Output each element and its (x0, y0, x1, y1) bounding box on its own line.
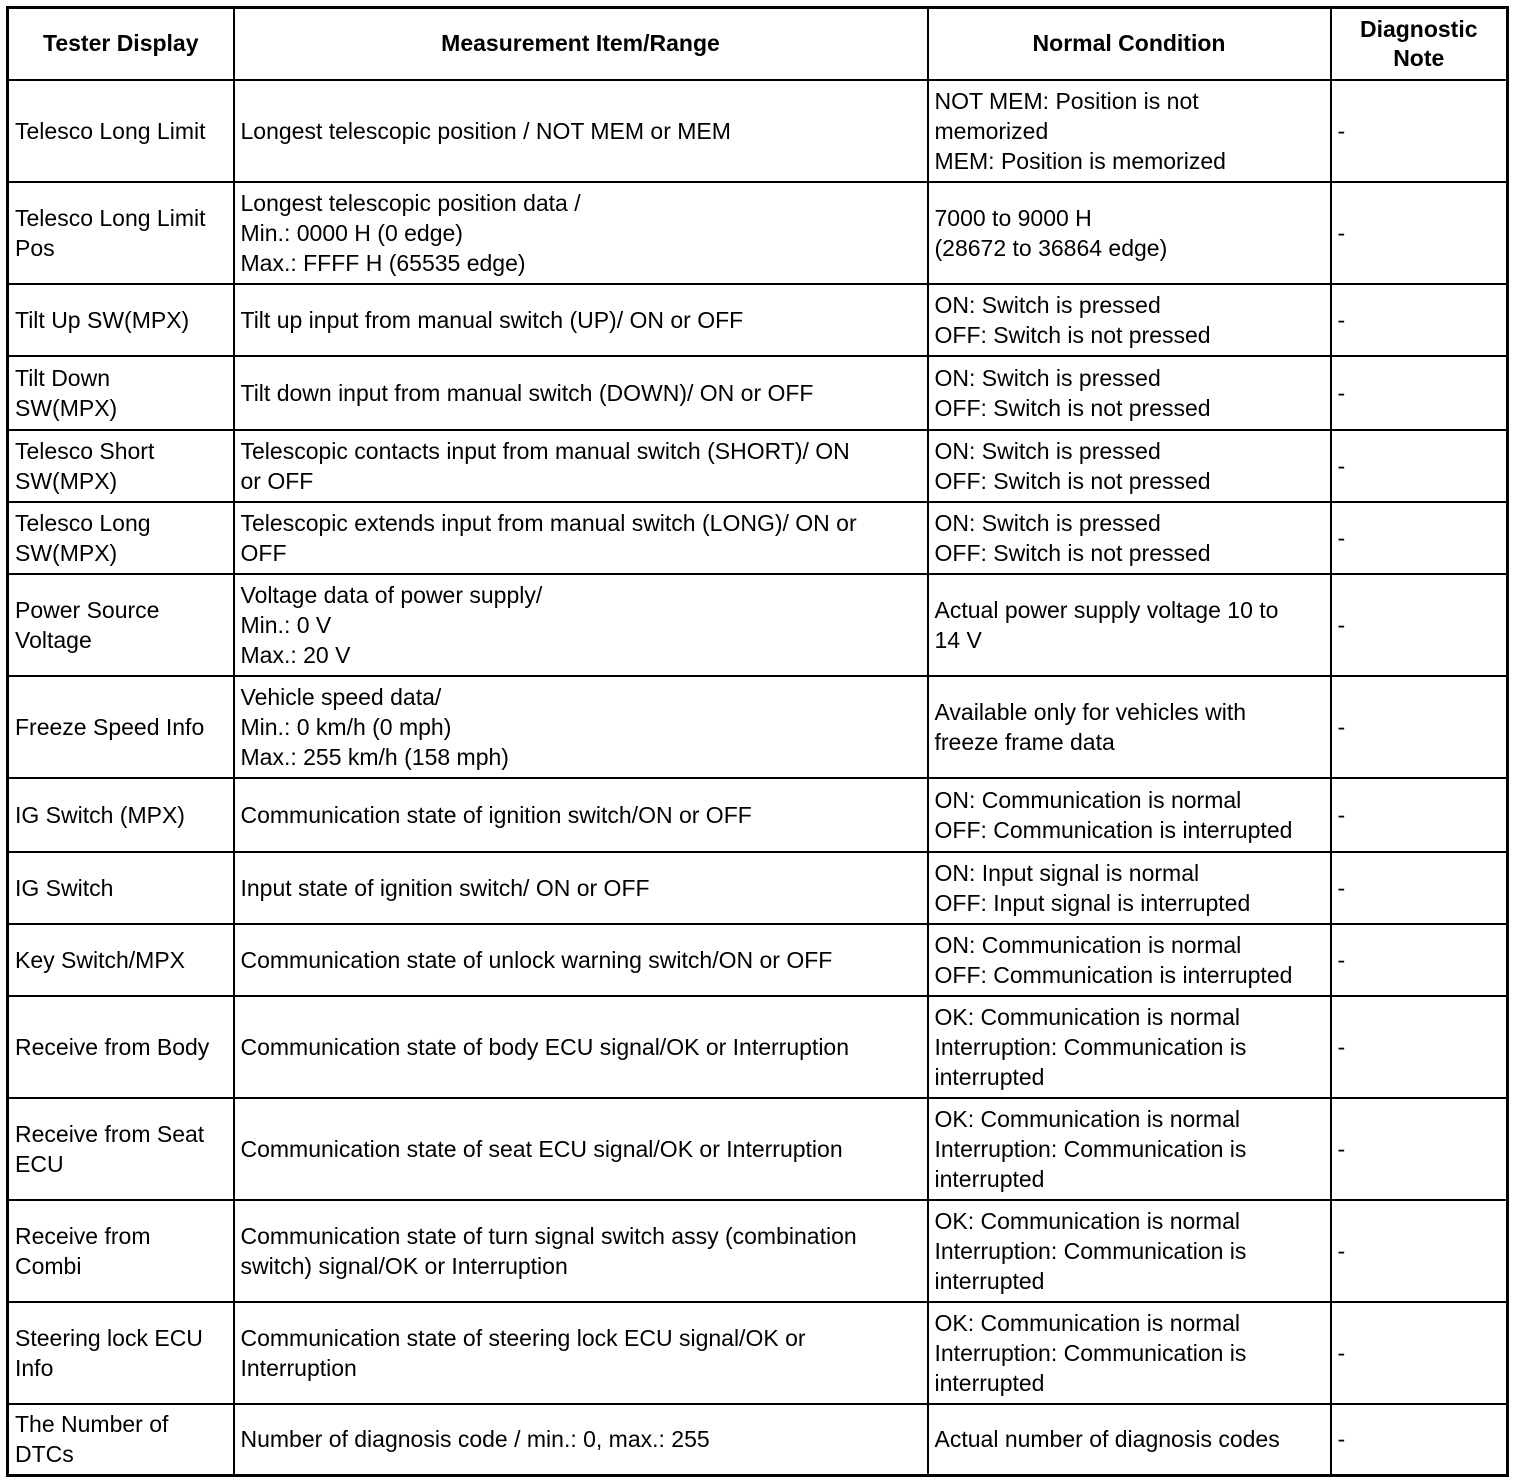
cell-normal-condition: OK: Communication is normal Interruption: Communication is interrupted (928, 1302, 1331, 1404)
header-measurement-item: Measurement Item/Range (234, 8, 928, 80)
cell-normal-condition: Available only for vehicles with freeze frame data (928, 676, 1331, 778)
cell-normal-condition: OK: Communication is normal Interruption: Communication is interrupted (928, 1098, 1331, 1200)
header-tester-display: Tester Display (8, 8, 234, 80)
table-row (8, 284, 1508, 356)
table-row (8, 1098, 1508, 1200)
cell-diagnostic-note: - (1331, 502, 1508, 574)
cell-normal-condition: OK: Communication is normal Interruption: Communication is interrupted (928, 996, 1331, 1098)
cell-measurement: Voltage data of power supply/ Min.: 0 V Max.: 20 V (234, 574, 928, 676)
cell-diagnostic-note: - (1331, 574, 1508, 676)
cell-tester-display: Steering lock ECU Info (8, 1302, 234, 1404)
header-normal-condition: Normal Condition (928, 8, 1331, 80)
table-row (8, 1200, 1508, 1302)
table-row (8, 852, 1508, 924)
cell-measurement: Longest telescopic position / NOT MEM or MEM (234, 80, 928, 182)
cell-tester-display: Tilt Up SW(MPX) (8, 284, 234, 356)
cell-measurement: Communication state of body ECU signal/OK or Interruption (234, 996, 928, 1098)
cell-tester-display: Freeze Speed Info (8, 676, 234, 778)
cell-measurement: Communication state of turn signal switch assy (combination switch) signal/OK or Interruption (234, 1200, 928, 1302)
cell-diagnostic-note: - (1331, 1404, 1508, 1476)
cell-diagnostic-note: - (1331, 1098, 1508, 1200)
table-row (8, 182, 1508, 284)
header-row (8, 8, 1508, 80)
cell-diagnostic-note: - (1331, 430, 1508, 502)
table-row (8, 1302, 1508, 1404)
cell-normal-condition: OK: Communication is normal Interruption: Communication is interrupted (928, 1200, 1331, 1302)
cell-diagnostic-note: - (1331, 356, 1508, 430)
cell-measurement: Telescopic extends input from manual switch (LONG)/ ON or OFF (234, 502, 928, 574)
cell-normal-condition: Actual number of diagnosis codes (928, 1404, 1331, 1476)
cell-normal-condition: NOT MEM: Position is not memorized MEM: Position is memorized (928, 80, 1331, 182)
tester-display-table (6, 6, 1509, 1477)
table-row (8, 430, 1508, 502)
cell-diagnostic-note: - (1331, 852, 1508, 924)
cell-diagnostic-note: - (1331, 778, 1508, 852)
cell-measurement: Communication state of ignition switch/ON or OFF (234, 778, 928, 852)
cell-measurement: Number of diagnosis code / min.: 0, max.: 255 (234, 1404, 928, 1476)
cell-normal-condition: 7000 to 9000 H (28672 to 36864 edge) (928, 182, 1331, 284)
cell-measurement: Communication state of seat ECU signal/OK or Interruption (234, 1098, 928, 1200)
cell-tester-display: IG Switch (8, 852, 234, 924)
cell-diagnostic-note: - (1331, 80, 1508, 182)
table-row (8, 80, 1508, 182)
cell-tester-display: Telesco Long SW(MPX) (8, 502, 234, 574)
cell-measurement: Telescopic contacts input from manual switch (SHORT)/ ON or OFF (234, 430, 928, 502)
cell-measurement: Communication state of unlock warning switch/ON or OFF (234, 924, 928, 996)
cell-normal-condition: ON: Switch is pressed OFF: Switch is not pressed (928, 502, 1331, 574)
table-row (8, 502, 1508, 574)
cell-diagnostic-note: - (1331, 924, 1508, 996)
cell-tester-display: Power Source Voltage (8, 574, 234, 676)
cell-tester-display: Receive from Seat ECU (8, 1098, 234, 1200)
cell-diagnostic-note: - (1331, 996, 1508, 1098)
cell-measurement: Input state of ignition switch/ ON or OFF (234, 852, 928, 924)
cell-measurement: Vehicle speed data/ Min.: 0 km/h (0 mph) Max.: 255 km/h (158 mph) (234, 676, 928, 778)
table-row (8, 996, 1508, 1098)
cell-diagnostic-note: - (1331, 1200, 1508, 1302)
cell-measurement: Tilt down input from manual switch (DOWN)/ ON or OFF (234, 356, 928, 430)
cell-tester-display: Telesco Long Limit (8, 80, 234, 182)
cell-diagnostic-note: - (1331, 284, 1508, 356)
table-row (8, 924, 1508, 996)
table-row (8, 356, 1508, 430)
table-row (8, 778, 1508, 852)
cell-tester-display: Receive from Body (8, 996, 234, 1098)
cell-tester-display: Tilt Down SW(MPX) (8, 356, 234, 430)
table-row (8, 676, 1508, 778)
table-row (8, 574, 1508, 676)
cell-tester-display: Receive from Combi (8, 1200, 234, 1302)
cell-tester-display: Telesco Long Limit Pos (8, 182, 234, 284)
cell-normal-condition: ON: Input signal is normal OFF: Input signal is interrupted (928, 852, 1331, 924)
cell-normal-condition: ON: Switch is pressed OFF: Switch is not pressed (928, 356, 1331, 430)
cell-normal-condition: ON: Switch is pressed OFF: Switch is not pressed (928, 284, 1331, 356)
cell-diagnostic-note: - (1331, 1302, 1508, 1404)
cell-diagnostic-note: - (1331, 676, 1508, 778)
cell-normal-condition: Actual power supply voltage 10 to 14 V (928, 574, 1331, 676)
cell-normal-condition: ON: Communication is normal OFF: Communication is interrupted (928, 778, 1331, 852)
cell-normal-condition: ON: Communication is normal OFF: Communication is interrupted (928, 924, 1331, 996)
cell-measurement: Communication state of steering lock ECU signal/OK or Interruption (234, 1302, 928, 1404)
header-diagnostic-note: Diagnostic Note (1331, 8, 1508, 80)
cell-measurement: Longest telescopic position data / Min.: 0000 H (0 edge) Max.: FFFF H (65535 edge) (234, 182, 928, 284)
cell-diagnostic-note: - (1331, 182, 1508, 284)
cell-normal-condition: ON: Switch is pressed OFF: Switch is not pressed (928, 430, 1331, 502)
cell-tester-display: The Number of DTCs (8, 1404, 234, 1476)
cell-tester-display: IG Switch (MPX) (8, 778, 234, 852)
cell-tester-display: Telesco Short SW(MPX) (8, 430, 234, 502)
cell-tester-display: Key Switch/MPX (8, 924, 234, 996)
cell-measurement: Tilt up input from manual switch (UP)/ ON or OFF (234, 284, 928, 356)
table-row (8, 1404, 1508, 1476)
